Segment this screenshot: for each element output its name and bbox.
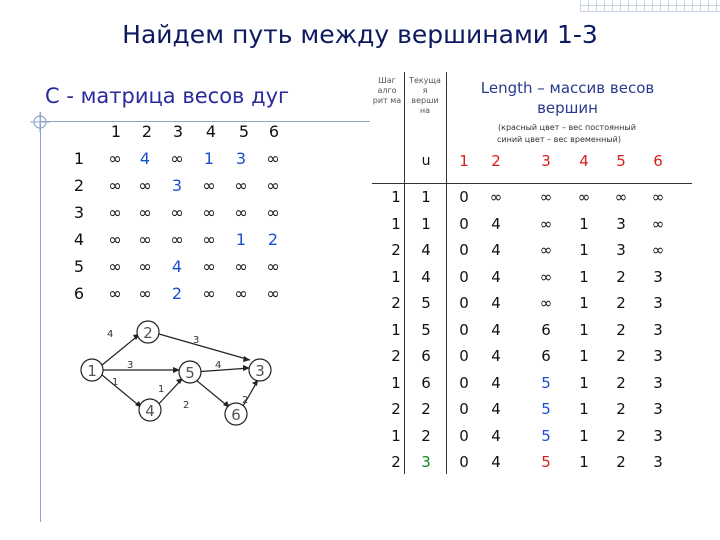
matrix-cell: ∞ [170,203,184,222]
length-value-cell: 3 [653,400,663,418]
current-vertex-cell: 1 [421,188,431,206]
vertex-header: 6 [653,152,663,170]
length-value-cell: 3 [653,453,663,471]
matrix-col-header: 4 [205,122,217,141]
step-cell: 2 [391,294,401,312]
length-value-cell: 2 [616,400,626,418]
step-header: Шаг алго рит ма [372,76,402,105]
length-value-cell: 1 [579,453,589,471]
matrix-cell: ∞ [266,149,280,168]
matrix-cell: 2 [171,284,183,303]
edge-weight-5-6: 2 [183,400,190,411]
length-value-cell: 3 [653,294,663,312]
length-value-cell: 0 [459,373,469,392]
matrix-row-header: 2 [73,176,85,195]
length-value-cell: 4 [491,241,501,259]
vertex-header: 4 [579,152,589,170]
step-cell: 1 [391,267,401,286]
matrix-col-header: 1 [110,122,122,141]
length-value-cell: ∞ [651,241,665,259]
length-value-cell: 1 [579,400,589,418]
matrix-cell: ∞ [202,203,216,222]
current-vertex-cell: 2 [421,426,431,445]
matrix-cell: ∞ [138,203,152,222]
matrix-col-header: 5 [238,122,250,141]
length-value-cell: 3 [616,241,626,259]
matrix-cell: ∞ [234,257,248,276]
matrix-cell: ∞ [108,257,122,276]
length-value-cell: 0 [459,320,469,339]
edge-2-3 [152,332,250,360]
length-value-cell: 3 [653,267,663,286]
matrix-cell: ∞ [170,230,184,249]
current-vertex-cell: 6 [421,373,431,392]
length-value-cell: 0 [459,400,469,418]
step-cell: 1 [391,373,401,392]
length-value-cell: 2 [616,453,626,471]
length-value-cell: 5 [541,373,551,392]
matrix-row-header: 6 [73,284,85,303]
length-value-cell: 1 [579,241,589,259]
length-value-cell: 1 [579,426,589,445]
length-value-cell: 0 [459,347,469,365]
matrix-col-header: 2 [141,122,153,141]
node-label-4: 4 [145,402,155,420]
matrix-cell: ∞ [138,176,152,195]
length-value-cell: 0 [459,188,469,206]
length-value-cell: 3 [653,347,663,365]
matrix-cell: ∞ [108,230,122,249]
matrix-cell: ∞ [234,203,248,222]
matrix-cell: ∞ [138,230,152,249]
matrix-cell: ∞ [108,149,122,168]
edge-weight-5-3: 4 [215,360,222,371]
matrix-cell: ∞ [108,203,122,222]
current-vertex-cell: 5 [421,294,431,312]
current-vertex-cell: 1 [421,214,431,233]
matrix-cell: 4 [171,257,183,276]
current-vertex-cell: 5 [421,320,431,339]
matrix-row-header: 5 [73,257,85,276]
matrix-cell: 1 [203,149,215,168]
length-value-cell: 4 [491,267,501,286]
length-value-cell: ∞ [539,267,553,286]
matrix-cell: ∞ [108,284,122,303]
matrix-cell: ∞ [202,230,216,249]
length-value-cell: 1 [579,294,589,312]
node-label-5: 5 [185,364,195,382]
matrix-row-header: 3 [73,203,85,222]
length-value-cell: 3 [653,373,663,392]
matrix-row-header: 1 [73,149,85,168]
length-value-cell: 1 [579,214,589,233]
matrix-cell: ∞ [234,176,248,195]
graph-diagram [70,315,290,435]
node-label-6: 6 [231,406,241,424]
matrix-cell: ∞ [108,176,122,195]
length-value-cell: 0 [459,453,469,471]
matrix-cell: ∞ [202,284,216,303]
u-label: u [421,153,431,169]
step-cell: 1 [391,320,401,339]
length-value-cell: ∞ [577,188,591,206]
vertex-header: 1 [459,152,469,170]
length-value-cell: 2 [616,347,626,365]
matrix-cell: ∞ [266,284,280,303]
step-cell: 2 [391,400,401,418]
edge-weight-1-4: 1 [112,377,119,388]
length-value-cell: 6 [541,347,551,365]
length-value-cell: 4 [491,214,501,233]
vertex-header: 2 [491,152,501,170]
node-label-1: 1 [87,362,97,380]
matrix-cell: 3 [235,149,247,168]
length-value-cell: 6 [541,320,551,339]
length-value-cell: 4 [491,294,501,312]
legend-blue: синий цвет – вес временный) [497,135,621,144]
current-vertex-header: Текуща я верши на [409,76,441,115]
length-value-cell: 2 [616,426,626,445]
length-value-cell: ∞ [539,214,553,233]
length-value-cell: 4 [491,400,501,418]
length-value-cell: 0 [459,241,469,259]
matrix-cell: ∞ [138,257,152,276]
matrix-title: C - матрица весов дуг [45,84,290,108]
length-value-cell: ∞ [651,214,665,233]
node-label-3: 3 [255,362,265,380]
length-value-cell: 3 [653,426,663,445]
length-value-cell: 2 [616,267,626,286]
length-value-cell: 1 [579,373,589,392]
edge-weight-6-3: 2 [242,395,249,406]
crosshair-icon [30,112,50,132]
grid-decoration [580,0,720,12]
current-vertex-cell: 6 [421,347,431,365]
length-value-cell: 0 [459,426,469,445]
edge-weight-1-5: 3 [127,360,134,371]
length-value-cell: 0 [459,214,469,233]
length-value-cell: ∞ [614,188,628,206]
matrix-cell: ∞ [266,176,280,195]
matrix-cell: ∞ [234,284,248,303]
matrix-cell: 2 [267,230,279,249]
step-cell: 1 [391,426,401,445]
step-cell: 2 [391,241,401,259]
length-value-cell: 2 [616,294,626,312]
vertex-header: 5 [616,152,626,170]
step-cell: 1 [391,214,401,233]
edge-weight-4-5: 1 [158,384,165,395]
edge-5-3 [194,368,250,372]
matrix-cell: ∞ [202,176,216,195]
vertical-rule [40,112,41,522]
length-value-cell: 1 [579,347,589,365]
length-value-cell: 4 [491,426,501,445]
length-value-cell: ∞ [539,241,553,259]
matrix-cell: ∞ [170,149,184,168]
length-value-cell: ∞ [539,294,553,312]
edge-weight-2-3: 3 [193,335,200,346]
length-value-cell: 3 [616,214,626,233]
node-label-2: 2 [143,324,153,342]
length-value-cell: ∞ [651,188,665,206]
length-value-cell: ∞ [539,188,553,206]
step-cell: 1 [391,188,401,206]
matrix-cell: 4 [139,149,151,168]
edge-1-4 [96,370,142,408]
edge-1-2 [96,334,140,370]
current-vertex-cell: 4 [421,267,431,286]
page-title: Найдем путь между вершинами 1-3 [122,20,598,49]
length-value-cell: 5 [541,426,551,445]
current-vertex-cell: 4 [421,241,431,259]
matrix-cell: ∞ [202,257,216,276]
length-title: Length – массив весов вершин [480,79,655,117]
length-value-cell: 4 [491,453,501,471]
matrix-cell: ∞ [266,257,280,276]
length-value-cell: 5 [541,453,551,471]
length-value-cell: 2 [616,373,626,392]
current-vertex-cell: 2 [421,400,431,418]
matrix-cell: ∞ [138,284,152,303]
length-value-cell: 1 [579,320,589,339]
length-value-cell: 3 [653,320,663,339]
length-value-cell: 4 [491,347,501,365]
length-value-cell: 2 [616,320,626,339]
matrix-cell: 1 [235,230,247,249]
vertex-header: 3 [541,152,551,170]
length-value-cell: ∞ [489,188,503,206]
matrix-col-header: 6 [268,122,280,141]
legend-red: (красный цвет – вес постоянный [498,123,636,132]
step-cell: 2 [391,453,401,471]
matrix-col-header: 3 [172,122,184,141]
length-value-cell: 1 [579,267,589,286]
length-value-cell: 4 [491,320,501,339]
length-value-cell: 4 [491,373,501,392]
table-header-rule [372,183,692,184]
length-value-cell: 0 [459,294,469,312]
edge-weight-1-2: 4 [107,329,114,340]
step-cell: 2 [391,347,401,365]
matrix-cell: ∞ [266,203,280,222]
length-value-cell: 0 [459,267,469,286]
length-value-cell: 5 [541,400,551,418]
matrix-cell: 3 [171,176,183,195]
matrix-row-header: 4 [73,230,85,249]
current-vertex-cell: 3 [421,453,431,471]
